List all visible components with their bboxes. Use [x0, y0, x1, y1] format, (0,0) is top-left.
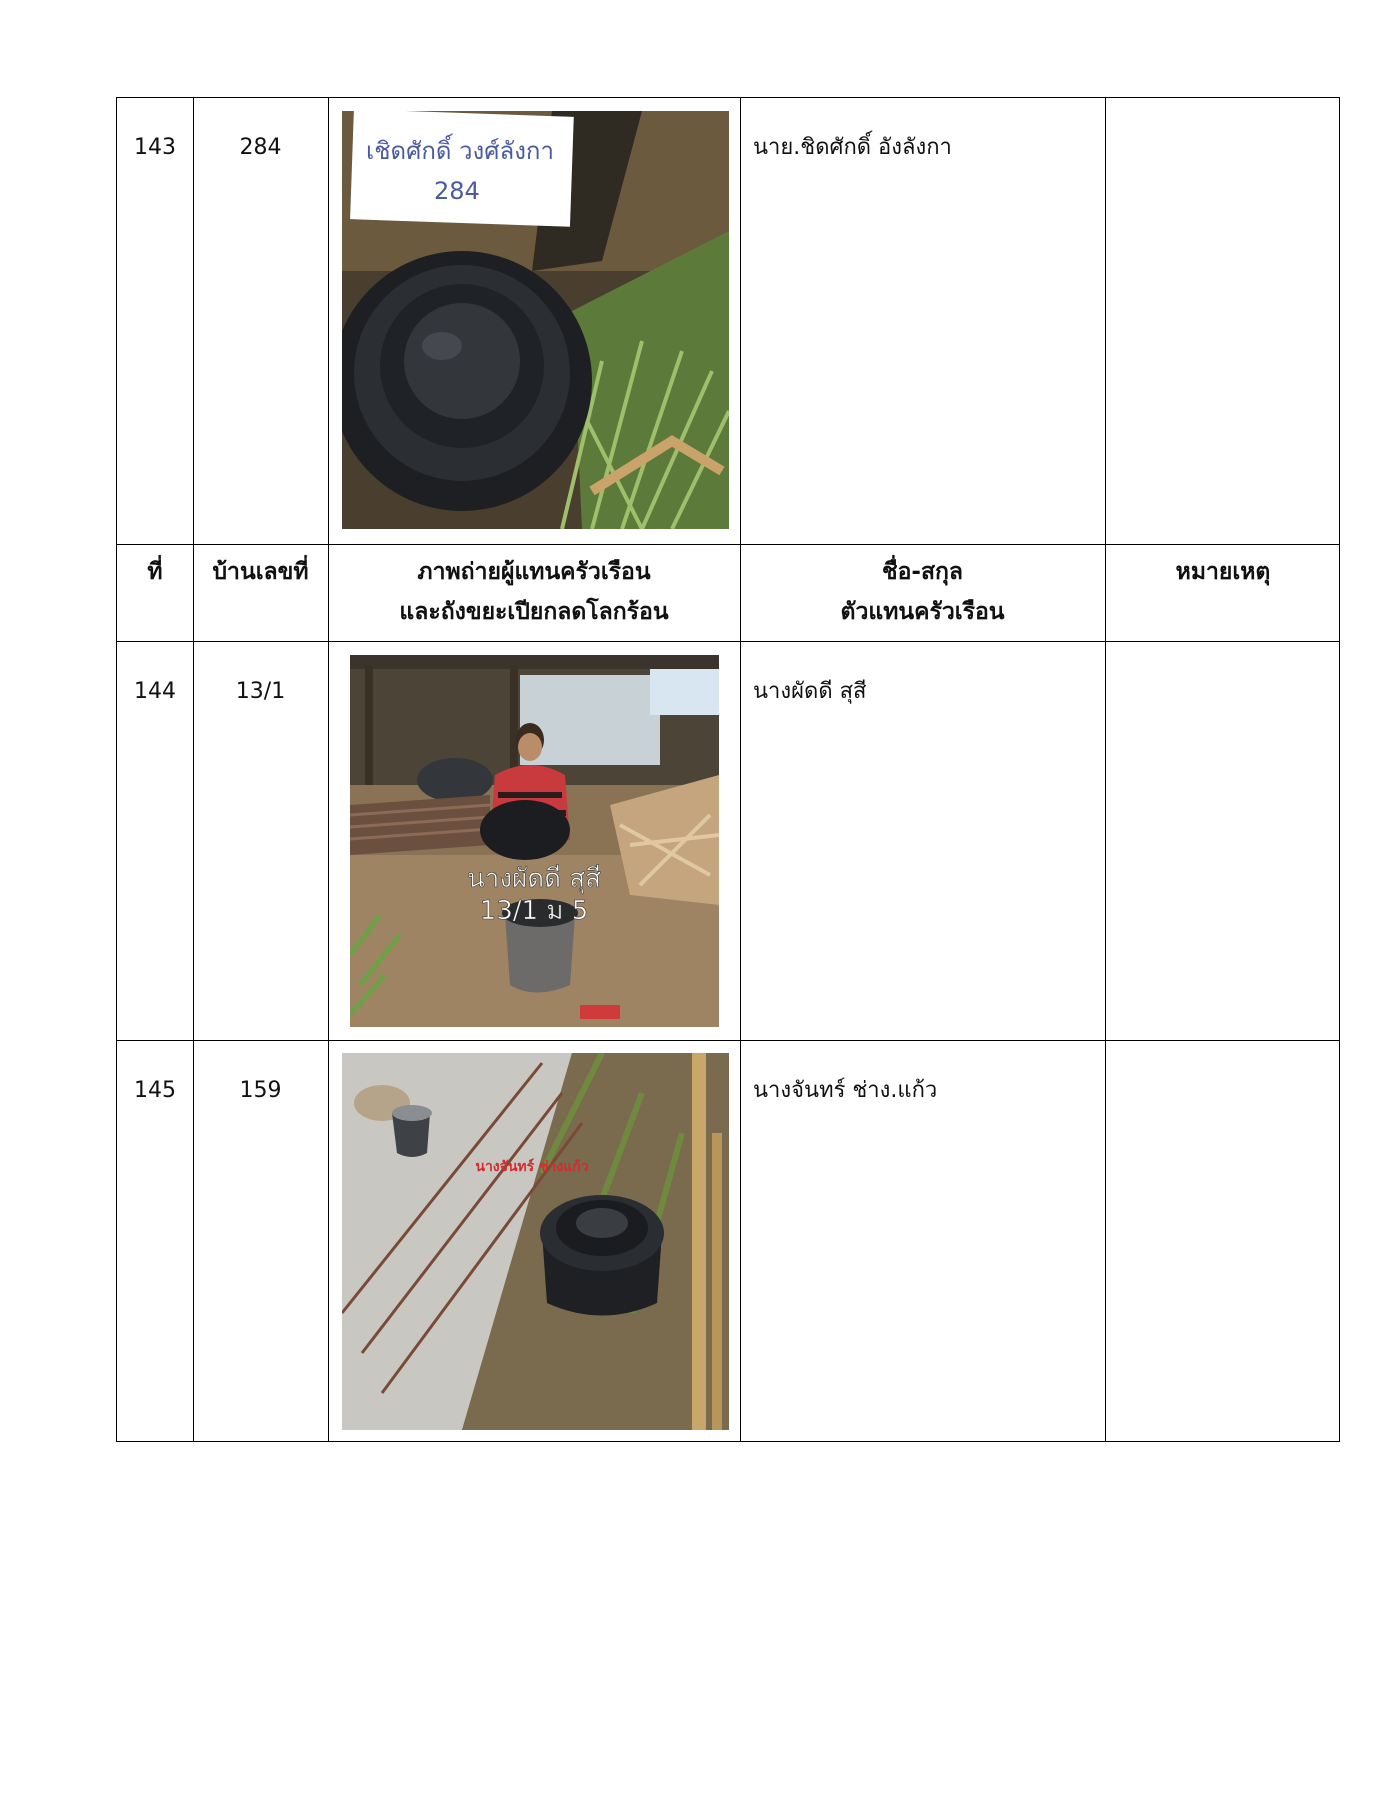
header-name-line2: ตัวแทนครัวเรือน: [840, 599, 1005, 625]
column-divider: [193, 98, 194, 1441]
bin-in-yard-photo-145: [342, 1053, 729, 1430]
column-divider: [328, 98, 329, 1441]
representative-name: นางผัดดี สุสี: [753, 679, 867, 704]
record-table: [116, 97, 1340, 1442]
header-photo-line1: ภาพถ่ายผู้แทนครัวเรือน: [417, 559, 651, 585]
header-no: ที่: [147, 559, 163, 585]
row-divider: [117, 544, 1339, 545]
photo-caption: 284: [434, 177, 480, 205]
row-divider: [117, 1040, 1339, 1041]
header-note: หมายเหตุ: [1175, 559, 1271, 585]
house-number: 159: [239, 1078, 282, 1103]
photo-caption: นางผัดดี สุสี: [466, 864, 602, 894]
household-photo: [350, 655, 719, 1027]
household-photo: [342, 1053, 729, 1430]
row-number: 145: [134, 1078, 176, 1103]
header-name: [740, 552, 1105, 632]
row-number: 143: [134, 135, 176, 160]
photo-caption: 13/1 ม 5: [479, 896, 589, 926]
column-divider: [740, 98, 741, 1441]
photo-caption: เชิดศักดิ์ วงศ์ลังกา: [366, 137, 554, 165]
house-number: 13/1: [235, 679, 286, 704]
photo-caption: นางจันทร์ ช่างแก้ว: [475, 1159, 589, 1175]
header-name-line1: ชื่อ-สกุล: [881, 559, 964, 585]
header-photo: [328, 552, 740, 632]
representative-name: นางจันทร์ ช่าง.แก้ว: [753, 1078, 938, 1103]
bin-lid-photo-143: [342, 111, 729, 529]
row-number: 144: [134, 679, 176, 704]
row-divider: [117, 641, 1339, 642]
representative-name: นาย.ชิดศักดิ์ อังลังกา: [753, 135, 952, 160]
household-photo: [342, 111, 729, 529]
column-divider: [1105, 98, 1106, 1441]
house-number: 284: [239, 135, 282, 160]
header-photo-line2: และถังขยะเปียกลดโลกร้อน: [399, 599, 669, 625]
header-house-number: บ้านเลขที่: [212, 559, 309, 585]
representative-with-bin-photo-144: [350, 655, 719, 1027]
